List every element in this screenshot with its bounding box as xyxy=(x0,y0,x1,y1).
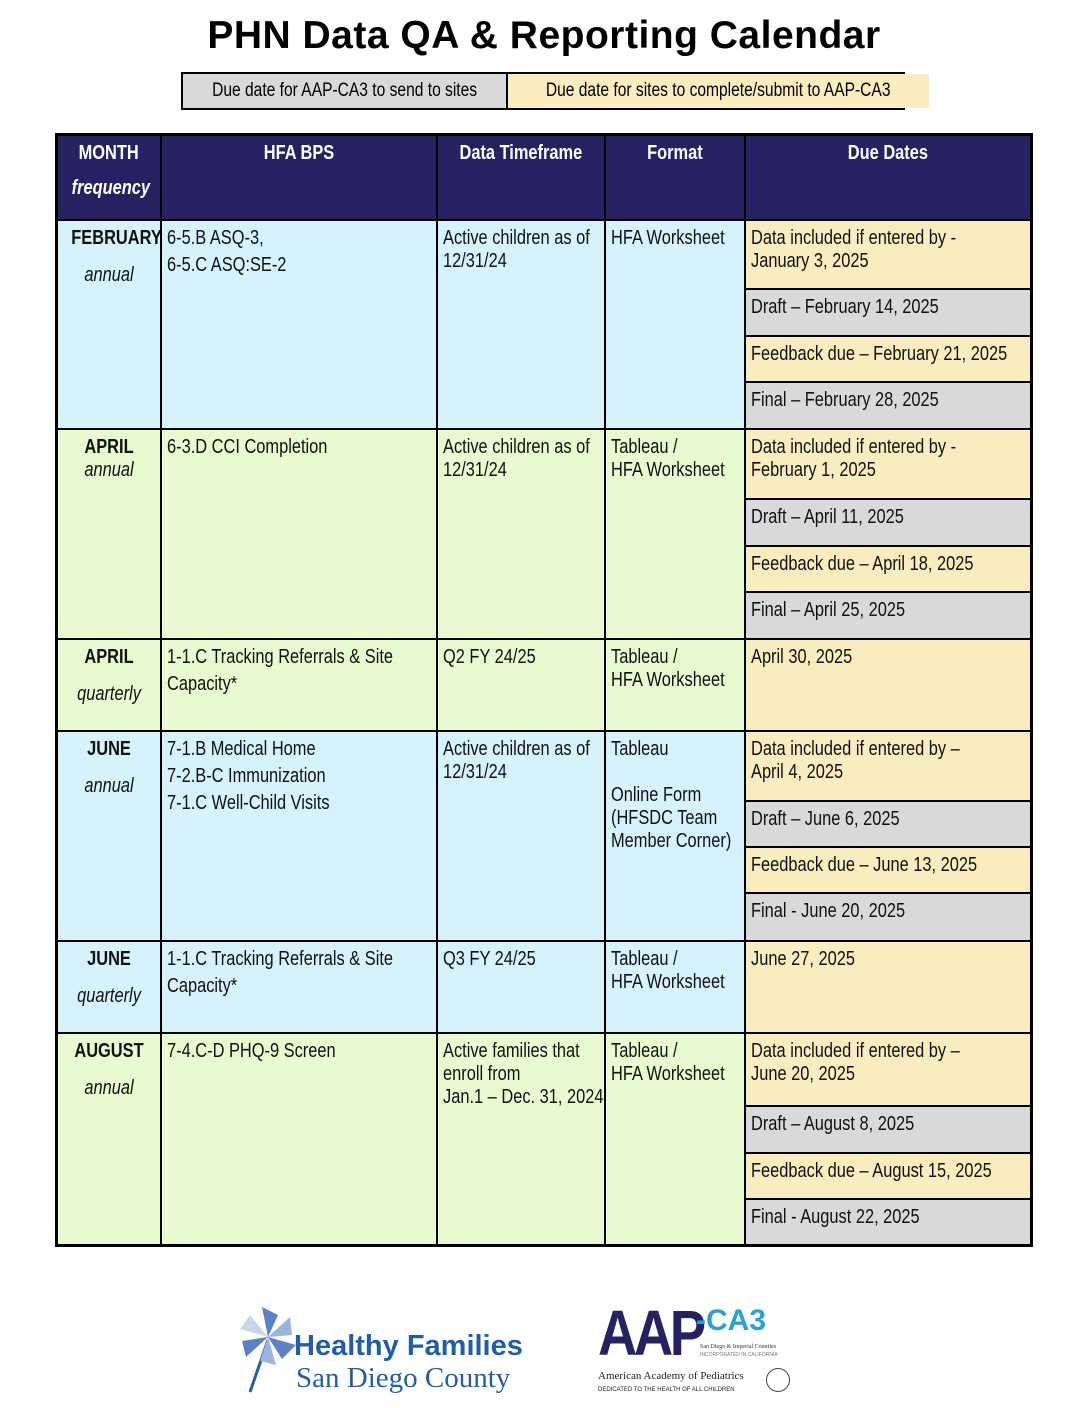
calendar-table xyxy=(55,133,1033,1247)
due-date-yellow xyxy=(746,337,1030,381)
due-date-gray xyxy=(746,1107,1030,1152)
due-date-line: Feedback due – February 21, 2025 xyxy=(751,343,1008,365)
due-date-line: Data included if entered by - xyxy=(751,227,957,249)
bps-line: 7-2.B-C Immunization xyxy=(167,765,326,787)
frequency-label: annual xyxy=(84,1077,134,1099)
month-label: FEBRUARY xyxy=(71,227,162,249)
timeframe-line: Active children as of xyxy=(443,436,590,458)
format-line: (HFSDC Team xyxy=(611,807,718,829)
timeframe-line: Active families that xyxy=(443,1040,580,1062)
header-timeframe-label: Data Timeframe xyxy=(459,142,583,164)
timeframe-line: Active children as of xyxy=(443,738,590,760)
due-date-line: Draft – June 6, 2025 xyxy=(751,808,900,830)
month-cell xyxy=(58,732,160,940)
bps-line: 7-4.C-D PHQ-9 Screen xyxy=(167,1040,336,1062)
month-label: AUGUST xyxy=(74,1040,144,1062)
due-date-line: April 4, 2025 xyxy=(751,761,844,783)
due-date-line: February 1, 2025 xyxy=(751,459,876,481)
bps-line: Capacity* xyxy=(167,673,238,695)
bps-cell xyxy=(162,1034,436,1244)
format-line: Tableau xyxy=(611,738,669,760)
format-line: Member Corner) xyxy=(611,830,732,852)
due-date-gray xyxy=(746,593,1030,638)
legend-gray xyxy=(183,74,508,108)
format-cell xyxy=(606,640,744,730)
format-line: Online Form xyxy=(611,784,702,806)
pinwheel-icon xyxy=(240,1302,300,1397)
format-cell xyxy=(606,430,744,638)
format-line: HFA Worksheet xyxy=(611,669,725,691)
due-date-gray xyxy=(746,802,1030,846)
bps-cell xyxy=(162,640,436,730)
timeframe-line: Jan.1 – Dec. 31, 2024 xyxy=(443,1086,604,1108)
due-date-line: Draft – August 8, 2025 xyxy=(751,1113,915,1135)
due-date-gray xyxy=(746,290,1030,335)
due-date-yellow xyxy=(746,547,1030,591)
format-line: HFA Worksheet xyxy=(611,459,725,481)
timeframe-line: Q2 FY 24/25 xyxy=(443,646,536,668)
format-line: HFA Worksheet xyxy=(611,1063,725,1085)
timeframe-cell xyxy=(438,1034,604,1244)
aap-name: American Academy of Pediatrics xyxy=(598,1370,744,1382)
aap-tag: DEDICATED TO THE HEALTH OF ALL CHILDREN xyxy=(598,1387,735,1393)
due-date-line: Draft – February 14, 2025 xyxy=(751,296,939,318)
header-frequency-label: frequency xyxy=(71,177,150,199)
timeframe-cell xyxy=(438,430,604,638)
due-date-line: June 20, 2025 xyxy=(751,1063,855,1085)
format-line: Tableau / xyxy=(611,436,678,458)
due-date-yellow xyxy=(746,848,1030,892)
timeframe-line: 12/31/24 xyxy=(443,459,507,481)
month-cell xyxy=(58,1034,160,1244)
timeframe-cell xyxy=(438,640,604,730)
month-cell xyxy=(58,942,160,1032)
legend-yellow-label: Due date for sites to complete/submit to AAP-CA3 xyxy=(546,80,891,101)
header-format-label: Format xyxy=(647,142,703,164)
format-line: Tableau / xyxy=(611,948,678,970)
timeframe-line: 12/31/24 xyxy=(443,761,507,783)
due-date-line: Feedback due – April 18, 2025 xyxy=(751,553,974,575)
aap-main: AAP xyxy=(598,1297,703,1369)
legend xyxy=(181,72,905,110)
logo-line1: Healthy Families xyxy=(294,1330,523,1362)
aap-sub: San Diego & Imperial Counties xyxy=(700,1344,776,1350)
legend-gray-label: Due date for AAP-CA3 to send to sites xyxy=(212,80,478,101)
aap-ca3-logo xyxy=(598,1297,798,1397)
month-label: JUNE xyxy=(87,738,131,760)
due-date-yellow xyxy=(746,640,1030,730)
bps-line: 6-3.D CCI Completion xyxy=(167,436,328,458)
month-cell xyxy=(58,221,160,428)
due-date-line: Data included if entered by – xyxy=(751,1040,960,1062)
format-line: HFA Worksheet xyxy=(611,227,725,249)
due-date-yellow xyxy=(746,1034,1030,1105)
format-cell xyxy=(606,942,744,1032)
timeframe-line: 12/31/24 xyxy=(443,250,507,272)
page-title: PHN Data QA & Reporting Calendar xyxy=(207,14,881,57)
due-date-line: April 30, 2025 xyxy=(751,646,853,668)
timeframe-cell xyxy=(438,221,604,428)
header-bps-label: HFA BPS xyxy=(263,142,335,164)
frequency-label: annual xyxy=(84,459,134,481)
due-date-gray xyxy=(746,500,1030,545)
format-line: HFA Worksheet xyxy=(611,971,725,993)
due-date-line: Feedback due – August 15, 2025 xyxy=(751,1160,992,1182)
month-label: APRIL xyxy=(84,436,134,458)
month-cell xyxy=(58,430,160,638)
due-date-line: Data included if entered by – xyxy=(751,738,960,760)
header-timeframe xyxy=(438,136,604,219)
due-date-line: June 27, 2025 xyxy=(751,948,855,970)
due-date-line: Feedback due – June 13, 2025 xyxy=(751,854,978,876)
bps-line: 6-5.B ASQ-3, xyxy=(167,227,264,249)
timeframe-cell xyxy=(438,732,604,940)
header-due xyxy=(746,136,1030,219)
due-date-line: Data included if entered by - xyxy=(751,436,957,458)
due-date-yellow xyxy=(746,1154,1030,1198)
due-date-line: Draft – April 11, 2025 xyxy=(751,506,904,528)
due-date-yellow xyxy=(746,942,1030,1032)
aap-suffix: -CA3 xyxy=(696,1304,767,1337)
due-date-yellow xyxy=(746,221,1030,288)
aap-seal-icon xyxy=(766,1368,790,1392)
due-date-yellow xyxy=(746,732,1030,800)
header-month xyxy=(58,136,160,219)
due-date-line: Final - June 20, 2025 xyxy=(751,900,906,922)
due-date-line: January 3, 2025 xyxy=(751,250,869,272)
healthy-families-logo xyxy=(240,1302,570,1397)
format-cell xyxy=(606,1034,744,1244)
bps-cell xyxy=(162,732,436,940)
format-cell xyxy=(606,732,744,940)
month-label: JUNE xyxy=(87,948,131,970)
format-line: Tableau / xyxy=(611,646,678,668)
frequency-label: annual xyxy=(84,264,134,286)
timeframe-cell xyxy=(438,942,604,1032)
frequency-label: quarterly xyxy=(77,985,141,1007)
due-date-line: Final – April 25, 2025 xyxy=(751,599,906,621)
due-date-gray xyxy=(746,894,1030,940)
due-date-yellow xyxy=(746,430,1030,498)
due-date-gray xyxy=(746,383,1030,428)
frequency-label: annual xyxy=(84,775,134,797)
due-date-gray xyxy=(746,1200,1030,1244)
bps-cell xyxy=(162,942,436,1032)
bps-line: 6-5.C ASQ:SE-2 xyxy=(167,254,287,276)
bps-line: 7-1.B Medical Home xyxy=(167,738,316,760)
due-date-line: Final - August 22, 2025 xyxy=(751,1206,920,1228)
header-month-label: MONTH xyxy=(78,142,140,164)
format-line: Tableau / xyxy=(611,1040,678,1062)
logo-line2: San Diego County xyxy=(296,1362,511,1394)
bps-cell xyxy=(162,221,436,428)
month-label: APRIL xyxy=(84,646,134,668)
timeframe-line: Q3 FY 24/25 xyxy=(443,948,536,970)
month-cell xyxy=(58,640,160,730)
legend-yellow xyxy=(508,74,928,108)
header-bps xyxy=(162,136,436,219)
bps-line: Capacity* xyxy=(167,975,238,997)
header-due-label: Due Dates xyxy=(847,142,929,164)
bps-line: 7-1.C Well-Child Visits xyxy=(167,792,330,814)
timeframe-line: enroll from xyxy=(443,1063,521,1085)
bps-line: 1-1.C Tracking Referrals & Site xyxy=(167,948,394,970)
bps-line: 1-1.C Tracking Referrals & Site xyxy=(167,646,394,668)
due-date-line: Final – February 28, 2025 xyxy=(751,389,939,411)
aap-inc: INCORPORATED IN CALIFORNIA xyxy=(700,1352,778,1358)
frequency-label: quarterly xyxy=(77,683,141,705)
timeframe-line: Active children as of xyxy=(443,227,590,249)
bps-cell xyxy=(162,430,436,638)
header-format xyxy=(606,136,744,219)
format-cell xyxy=(606,221,744,428)
